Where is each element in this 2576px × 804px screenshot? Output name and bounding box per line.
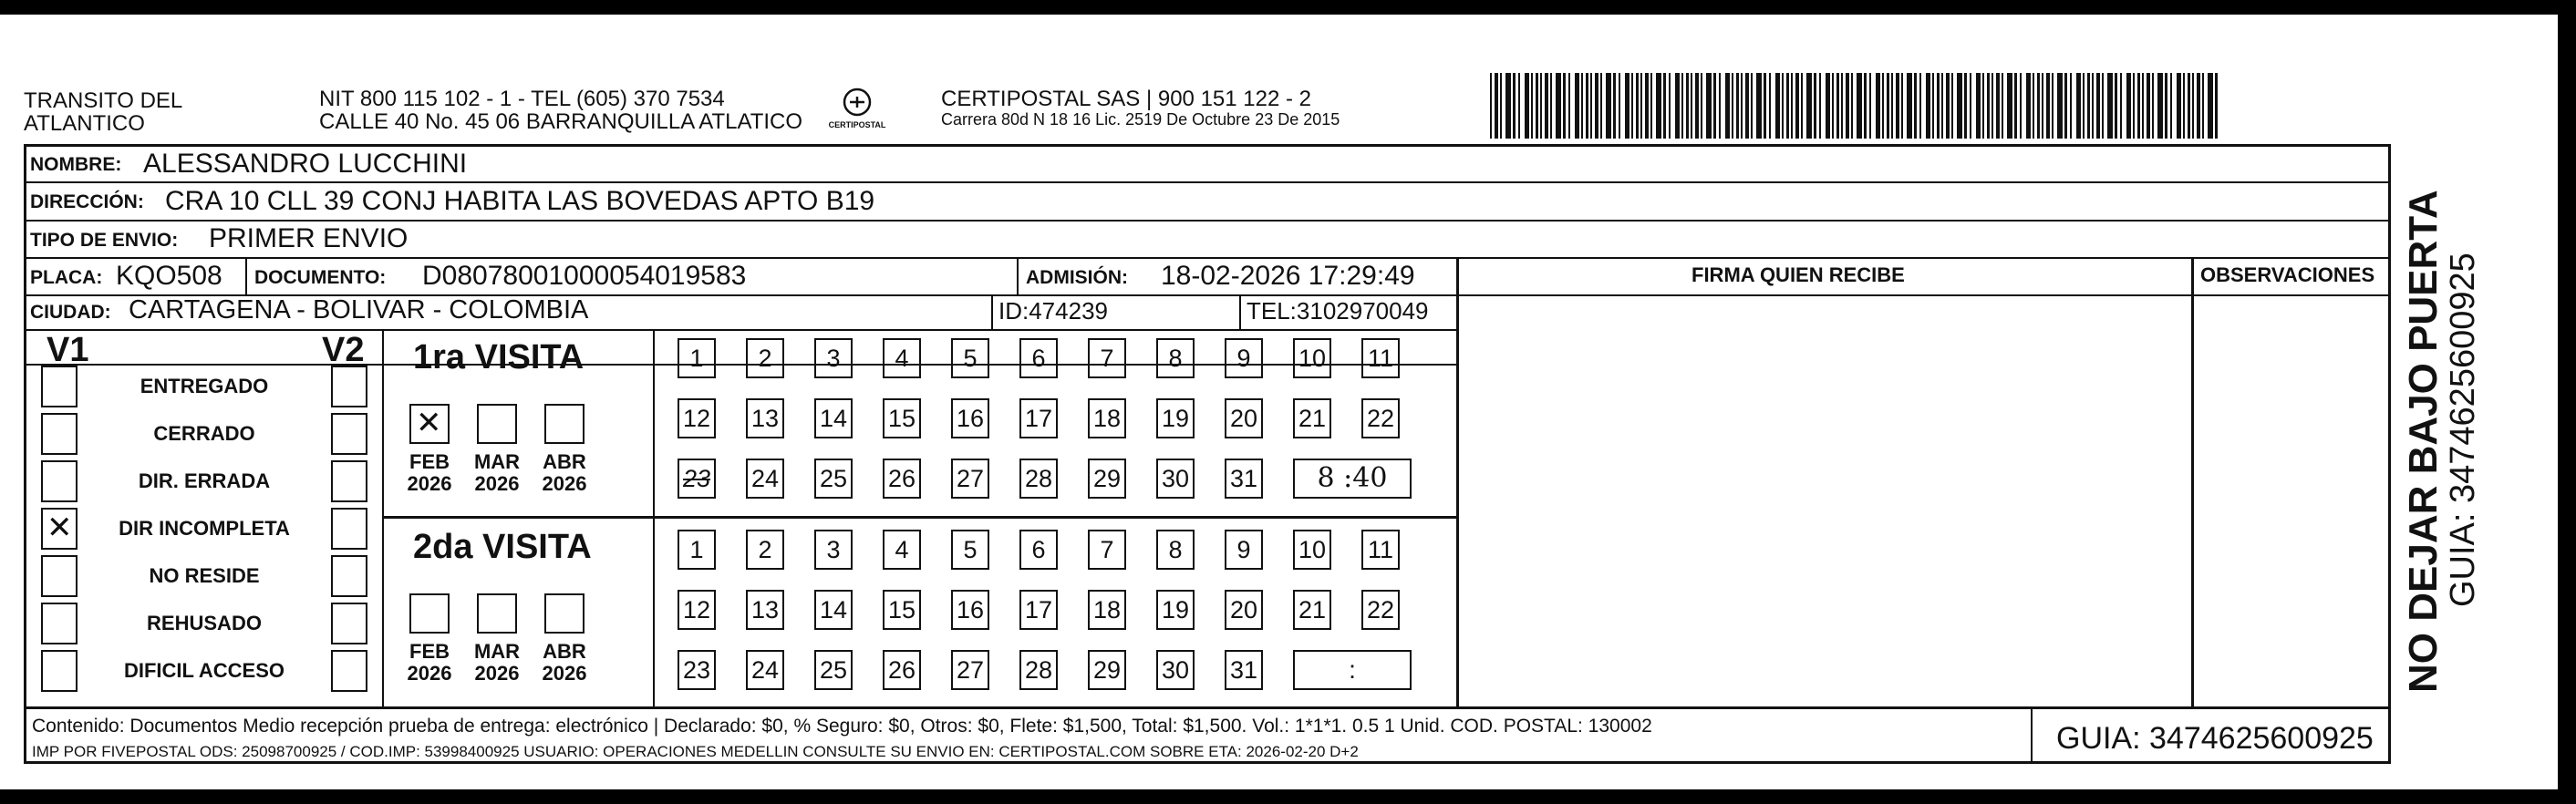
- month-label: [470, 451, 524, 495]
- day-cell[interactable]: 2: [746, 338, 784, 378]
- nit-line: NIT 800 115 102 - 1 - TEL (605) 370 7534: [319, 87, 725, 111]
- day-cell[interactable]: 19: [1156, 590, 1195, 630]
- barcode-bar: [1732, 73, 1733, 139]
- month-name: ABR: [543, 640, 586, 663]
- barcode-bar: [1751, 73, 1753, 139]
- barcode-bar: [2202, 73, 2204, 139]
- day-cell[interactable]: 29: [1088, 650, 1126, 690]
- v2-checkbox[interactable]: [331, 460, 367, 502]
- day-cell[interactable]: 31: [1225, 650, 1263, 690]
- barcode-bar: [1901, 73, 1903, 139]
- barcode-bar: [2020, 73, 2022, 139]
- second-visit-title: 2da VISITA: [413, 528, 592, 566]
- v2-checkbox[interactable]: [331, 603, 367, 644]
- day-cell[interactable]: 26: [883, 459, 921, 499]
- x-mark-icon: ✕: [416, 405, 442, 441]
- day-cell[interactable]: 3: [814, 338, 853, 378]
- barcode-bar: [1864, 73, 1867, 139]
- x-mark-icon: ✕: [47, 510, 73, 546]
- month-year: 2026: [542, 662, 587, 685]
- barcode-bar: [1806, 73, 1812, 139]
- barcode-bar: [1769, 73, 1771, 139]
- barcode-bar: [1764, 73, 1766, 139]
- barcode-bar: [1896, 73, 1899, 139]
- issuer-contact: [319, 88, 802, 133]
- barcode-bar: [1782, 73, 1784, 139]
- barcode-bar: [1775, 73, 1780, 139]
- direccion-label: DIRECCIÓN:: [30, 191, 144, 212]
- admision-value: 18-02-2026 17:29:49: [1161, 261, 1415, 291]
- day-cell[interactable]: 12: [678, 590, 716, 630]
- barcode-bar: [2057, 73, 2063, 139]
- scan-edge-bottom: [0, 789, 2576, 804]
- barcode-bar: [1691, 73, 1692, 139]
- month-year: 2026: [474, 662, 520, 685]
- barcode-bar: [1786, 73, 1789, 139]
- barcode-bar: [1536, 73, 1538, 139]
- logo-text: CERTIPOSTAL: [828, 120, 886, 129]
- barcode-bar: [2033, 73, 2034, 139]
- day-cell[interactable]: 4: [883, 530, 921, 570]
- guide-form: [24, 144, 2391, 764]
- barcode-bar: [1640, 73, 1642, 139]
- certipostal-logo: [825, 86, 889, 137]
- day-cell[interactable]: 11: [1361, 338, 1400, 378]
- barcode-bar: [1951, 73, 1953, 139]
- day-cell[interactable]: 19: [1156, 398, 1195, 438]
- day-cell[interactable]: 14: [814, 398, 853, 438]
- day-cell[interactable]: 14: [814, 590, 853, 630]
- day-cell[interactable]: 18: [1088, 398, 1126, 438]
- day-cell[interactable]: 13: [746, 398, 784, 438]
- barcode-bar: [1964, 73, 1967, 139]
- status-label: NO RESIDE: [149, 564, 260, 587]
- ciudad-label: CIUDAD:: [30, 302, 111, 323]
- day-cell[interactable]: 20: [1225, 398, 1263, 438]
- issuer-line-1: TRANSITO DEL: [24, 88, 183, 113]
- barcode-bar: [1801, 73, 1803, 139]
- day-cell[interactable]: 23: [678, 459, 716, 499]
- day-cell[interactable]: 10: [1293, 530, 1331, 570]
- barcode-bar: [1550, 73, 1552, 139]
- barcode-bar: [1500, 73, 1502, 139]
- barcode-bar: [1887, 73, 1889, 139]
- barcode-bar: [2192, 73, 2194, 139]
- day-cell[interactable]: 26: [883, 650, 921, 690]
- barcode-bar: [1675, 73, 1680, 139]
- v2-checkbox[interactable]: [331, 650, 367, 692]
- day-cell[interactable]: 11: [1361, 530, 1400, 570]
- day-cell[interactable]: 30: [1156, 650, 1195, 690]
- barcode-bar: [2014, 73, 2017, 139]
- barcode-bar: [1832, 73, 1834, 139]
- day-cell[interactable]: 29: [1088, 459, 1126, 499]
- time-field[interactable]: 8 :40: [1293, 459, 1412, 499]
- barcode-bar: [1590, 73, 1592, 139]
- month-year: 2026: [474, 472, 520, 495]
- barcode-bar: [2002, 73, 2003, 139]
- day-cell[interactable]: 13: [746, 590, 784, 630]
- barcode-bar: [1869, 73, 1871, 139]
- barcode-bar: [1970, 73, 1971, 139]
- barcode: [1490, 73, 2219, 139]
- barcode-bar: [1595, 73, 1598, 139]
- barcode-bar: [2177, 73, 2181, 139]
- barcode-bar: [1946, 73, 1950, 139]
- time-field[interactable]: :: [1293, 650, 1412, 690]
- barcode-bar: [1982, 73, 1984, 139]
- barcode-bar: [1991, 73, 1993, 139]
- day-cell[interactable]: 16: [951, 398, 989, 438]
- v2-checkbox[interactable]: [331, 366, 367, 407]
- day-cell[interactable]: 17: [1019, 590, 1058, 630]
- barcode-bar: [2052, 73, 2054, 139]
- day-cell[interactable]: 24: [746, 459, 784, 499]
- barcode-bar: [1957, 73, 1962, 139]
- carrier-info: [941, 88, 1340, 129]
- barcode-bar: [2026, 73, 2031, 139]
- v2-checkbox[interactable]: [331, 508, 367, 550]
- imp-line: IMP POR FIVEPOSTAL ODS: 25098700925 / COD.IMP: 53998400925 USUARIO: OPERACIONES MEDELLIN CONSULTE SU ENVIO EN: CERTIPOSTAL.COM SOBRE ETA: 2026-02-20 D+2: [32, 743, 1359, 760]
- status-label: DIR INCOMPLETA: [119, 517, 290, 540]
- barcode-bar: [1563, 73, 1566, 139]
- barcode-bar: [1650, 73, 1652, 139]
- barcode-bar: [1600, 73, 1602, 139]
- barcode-bar: [2133, 73, 2135, 139]
- barcode-bar: [1725, 73, 1730, 139]
- day-cell[interactable]: 4: [883, 338, 921, 378]
- barcode-bar: [1819, 73, 1821, 139]
- tipo-envio-label: TIPO DE ENVIO:: [30, 230, 179, 251]
- barcode-bar: [1581, 73, 1583, 139]
- barcode-bar: [2137, 73, 2140, 139]
- month-label: [402, 641, 457, 685]
- barcode-bar: [1531, 73, 1533, 139]
- barcode-bar: [2076, 73, 2081, 139]
- month-checkbox[interactable]: [477, 593, 517, 634]
- barcode-bar: [1490, 73, 1492, 139]
- day-cell[interactable]: 12: [678, 398, 716, 438]
- barcode-bar: [2115, 73, 2117, 139]
- day-cell[interactable]: 7: [1088, 338, 1126, 378]
- barcode-bar: [2096, 73, 2100, 139]
- barcode-bar: [2046, 73, 2050, 139]
- v2-checkbox[interactable]: [331, 555, 367, 597]
- day-cell[interactable]: 20: [1225, 590, 1263, 630]
- barcode-bar: [1736, 73, 1739, 139]
- barcode-bar: [1941, 73, 1943, 139]
- day-cell[interactable]: 21: [1293, 398, 1331, 438]
- barcode-bar: [1937, 73, 1940, 139]
- barcode-bar: [1851, 73, 1853, 139]
- barcode-bar: [1932, 73, 1934, 139]
- barcode-bar: [2120, 73, 2122, 139]
- day-cell[interactable]: 6: [1019, 338, 1058, 378]
- month-checkbox[interactable]: [544, 404, 585, 444]
- month-name: MAR: [473, 450, 521, 473]
- day-cell[interactable]: 30: [1156, 459, 1195, 499]
- barcode-bar: [2142, 73, 2144, 139]
- day-cell[interactable]: 17: [1019, 398, 1058, 438]
- barcode-bar: [2102, 73, 2104, 139]
- barcode-bar: [1846, 73, 1849, 139]
- barcode-bar: [1741, 73, 1743, 139]
- day-cell[interactable]: 5: [951, 530, 989, 570]
- month-checkbox[interactable]: [409, 593, 450, 634]
- month-year: 2026: [407, 662, 452, 685]
- barcode-bar: [2107, 73, 2113, 139]
- barcode-bar: [1663, 73, 1666, 139]
- barcode-bar: [1706, 73, 1712, 139]
- barcode-bar: [1631, 73, 1633, 139]
- day-cell[interactable]: 28: [1019, 650, 1058, 690]
- status-label: ENTREGADO: [140, 375, 269, 397]
- month-label: [537, 641, 592, 685]
- barcode-bar: [1656, 73, 1661, 139]
- footer-guia: GUIA: 3474625600925: [2056, 721, 2374, 756]
- carrier-line: CERTIPOSTAL SAS | 900 151 122 - 2: [941, 87, 1311, 111]
- day-cell[interactable]: 24: [746, 650, 784, 690]
- day-cell[interactable]: 10: [1293, 338, 1331, 378]
- barcode-bar: [1914, 73, 1917, 139]
- barcode-bar: [1701, 73, 1702, 139]
- admision-label: ADMISIÓN:: [1026, 267, 1128, 288]
- day-cell[interactable]: 8: [1156, 530, 1195, 570]
- id-value: ID:474239: [998, 297, 1108, 325]
- day-cell[interactable]: 27: [951, 650, 989, 690]
- v1-label: V1: [47, 331, 89, 369]
- barcode-bar: [1686, 73, 1689, 139]
- barcode-bar: [1695, 73, 1699, 139]
- v1-checkbox[interactable]: [41, 650, 78, 692]
- barcode-bar: [1636, 73, 1639, 139]
- day-cell[interactable]: 2: [746, 530, 784, 570]
- v2-checkbox[interactable]: [331, 413, 367, 455]
- barcode-bar: [1791, 73, 1793, 139]
- documento-value: D08078001000054019583: [422, 261, 747, 291]
- placa-label: PLACA:: [30, 267, 103, 288]
- status-label: DIFICIL ACCESO: [123, 659, 284, 682]
- firma-header: FIRMA QUIEN RECIBE: [1691, 263, 1905, 286]
- issuer-line-2: ATLANTICO: [24, 111, 145, 136]
- month-name: ABR: [543, 450, 586, 473]
- tel-value: TEL:3102970049: [1247, 297, 1429, 325]
- day-cell[interactable]: 8: [1156, 338, 1195, 378]
- barcode-bar: [1841, 73, 1843, 139]
- direccion-value: CRA 10 CLL 39 CONJ HABITA LAS BOVEDAS APTO B19: [165, 186, 875, 216]
- scan-edge-right: [2558, 0, 2576, 804]
- barcode-bar: [1976, 73, 1981, 139]
- barcode-bar: [1876, 73, 1880, 139]
- barcode-bar: [1545, 73, 1548, 139]
- barcode-bar: [2147, 73, 2150, 139]
- v1-checkbox[interactable]: [41, 555, 78, 597]
- v1-checkbox[interactable]: [41, 366, 78, 407]
- day-cell[interactable]: 21: [1293, 590, 1331, 630]
- barcode-bar: [1756, 73, 1762, 139]
- month-year: 2026: [542, 472, 587, 495]
- barcode-bar: [1857, 73, 1862, 139]
- address-line: CALLE 40 No. 45 06 BARRANQUILLA ATLATICO: [319, 109, 803, 134]
- no-dejar-bajo-puerta: NO DEJAR BAJO PUERTA: [2401, 190, 2446, 693]
- month-checkbox[interactable]: [544, 593, 585, 634]
- barcode-bar: [1719, 73, 1721, 139]
- barcode-bar: [2092, 73, 2094, 139]
- barcode-bar: [1606, 73, 1611, 139]
- day-cell[interactable]: 27: [951, 459, 989, 499]
- barcode-bar: [1625, 73, 1629, 139]
- day-cell[interactable]: 1: [678, 338, 716, 378]
- barcode-bar: [2042, 73, 2043, 139]
- barcode-bar: [1926, 73, 1930, 139]
- barcode-bar: [1669, 73, 1671, 139]
- day-cell[interactable]: 9: [1225, 338, 1263, 378]
- nombre-value: ALESSANDRO LUCCHINI: [143, 149, 468, 179]
- barcode-bar: [2070, 73, 2072, 139]
- barcode-bar: [1495, 73, 1498, 139]
- barcode-bar: [2215, 73, 2218, 139]
- month-label: [402, 451, 457, 495]
- day-cell[interactable]: 15: [883, 398, 921, 438]
- barcode-bar: [1513, 73, 1516, 139]
- barcode-bar: [1568, 73, 1570, 139]
- day-cell[interactable]: 6: [1019, 530, 1058, 570]
- barcode-bar: [2007, 73, 2012, 139]
- barcode-bar: [1919, 73, 1921, 139]
- status-label: CERRADO: [153, 422, 255, 445]
- month-label: [470, 641, 524, 685]
- barcode-bar: [1836, 73, 1839, 139]
- barcode-bar: [2165, 73, 2167, 139]
- day-cell[interactable]: 31: [1225, 459, 1263, 499]
- ciudad-value: CARTAGENA - BOLIVAR - COLOMBIA: [129, 295, 589, 325]
- barcode-bar: [1891, 73, 1893, 139]
- barcode-bar: [1575, 73, 1579, 139]
- barcode-bar: [2170, 73, 2172, 139]
- v1-checkbox[interactable]: [41, 413, 78, 455]
- barcode-bar: [2157, 73, 2163, 139]
- barcode-bar: [1613, 73, 1616, 139]
- barcode-bar: [1525, 73, 1529, 139]
- nombre-label: NOMBRE:: [30, 154, 122, 175]
- side-guia: GUIA: 3474625600925: [2444, 253, 2482, 607]
- v1-checkbox[interactable]: [41, 508, 78, 550]
- barcode-bar: [1505, 73, 1511, 139]
- documento-label: DOCUMENTO:: [254, 267, 387, 288]
- day-cell[interactable]: 1: [678, 530, 716, 570]
- barcode-bar: [1996, 73, 2000, 139]
- barcode-bar: [1713, 73, 1716, 139]
- barcode-bar: [1681, 73, 1683, 139]
- barcode-bar: [1826, 73, 1830, 139]
- day-cell[interactable]: 3: [814, 530, 853, 570]
- barcode-bar: [1882, 73, 1884, 139]
- barcode-bar: [2197, 73, 2200, 139]
- barcode-bar: [2087, 73, 2090, 139]
- barcode-bar: [2183, 73, 2185, 139]
- barcode-bar: [1795, 73, 1799, 139]
- month-checkbox[interactable]: [409, 404, 450, 444]
- barcode-bar: [1518, 73, 1520, 139]
- barcode-bar: [1907, 73, 1912, 139]
- day-cell[interactable]: 25: [814, 459, 853, 499]
- barcode-bar: [2208, 73, 2213, 139]
- status-label: REHUSADO: [147, 612, 262, 634]
- placa-value: KQO508: [116, 261, 222, 291]
- barcode-bar: [1586, 73, 1588, 139]
- barcode-bar: [1556, 73, 1561, 139]
- day-cell[interactable]: 5: [951, 338, 989, 378]
- v1-checkbox[interactable]: [41, 460, 78, 502]
- month-label: [537, 451, 592, 495]
- contenido-line: Contenido: Documentos Medio recepción prueba de entrega: electrónico | Declarado: $0, % Seguro: $0, Otros: $0, Flete: $1,500, Total: $1,500. Vol.: 1*1*1. 0.5 1 Unid. COD. POSTAL: 130002: [32, 716, 1652, 737]
- day-cell[interactable]: 7: [1088, 530, 1126, 570]
- carrier-license: Carrera 80d N 18 16 Lic. 2519 De Octubre 23 De 2015: [941, 110, 1340, 129]
- day-cell[interactable]: 22: [1361, 590, 1400, 630]
- status-label: DIR. ERRADA: [138, 469, 271, 492]
- barcode-bar: [1645, 73, 1649, 139]
- tipo-envio-value: PRIMER ENVIO: [209, 223, 409, 253]
- barcode-bar: [2083, 73, 2085, 139]
- v1-checkbox[interactable]: [41, 603, 78, 644]
- barcode-bar: [1619, 73, 1620, 139]
- month-checkbox[interactable]: [477, 404, 517, 444]
- v2-label: V2: [322, 331, 365, 369]
- barcode-bar: [1540, 73, 1542, 139]
- barcode-bar: [2152, 73, 2154, 139]
- month-name: FEB: [409, 450, 450, 473]
- issuer-name: [24, 89, 182, 135]
- scan-edge-top: [0, 0, 2576, 15]
- barcode-bar: [2188, 73, 2190, 139]
- barcode-bar: [1987, 73, 1990, 139]
- barcode-bar: [2064, 73, 2067, 139]
- day-cell[interactable]: 15: [883, 590, 921, 630]
- barcode-bar: [2037, 73, 2040, 139]
- day-cell[interactable]: 9: [1225, 530, 1263, 570]
- month-name: FEB: [409, 640, 450, 663]
- day-cell[interactable]: 18: [1088, 590, 1126, 630]
- day-cell[interactable]: 22: [1361, 398, 1400, 438]
- month-year: 2026: [407, 472, 452, 495]
- day-cell[interactable]: 16: [951, 590, 989, 630]
- first-visit-title: 1ra VISITA: [413, 338, 585, 376]
- observaciones-header: OBSERVACIONES: [2200, 263, 2375, 286]
- day-cell[interactable]: 25: [814, 650, 853, 690]
- day-cell[interactable]: 23: [678, 650, 716, 690]
- barcode-bar: [1745, 73, 1749, 139]
- day-cell[interactable]: 28: [1019, 459, 1058, 499]
- month-name: MAR: [473, 640, 521, 663]
- barcode-bar: [2126, 73, 2131, 139]
- barcode-bar: [1814, 73, 1816, 139]
